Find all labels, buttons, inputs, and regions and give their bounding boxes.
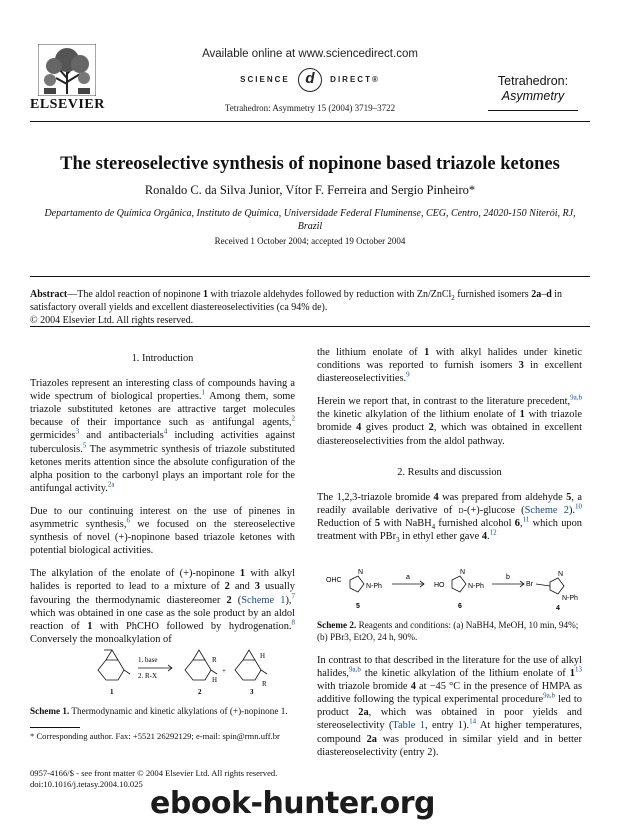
footnote-rule bbox=[30, 727, 80, 728]
article-authors: Ronaldo C. da Silva Junior, Vítor F. Ferreira and Sergio Pinheiro* bbox=[144, 183, 476, 197]
scheme2-ho: HO bbox=[434, 582, 445, 589]
scheme1-caption-text: Thermodynamic and kinetic alkylations of (+)-nopinone 1. bbox=[69, 706, 288, 716]
scheme1-plus: + bbox=[222, 667, 226, 675]
scheme-2-figure bbox=[322, 566, 587, 612]
scheme2-label-6: 6 bbox=[458, 603, 462, 610]
scheme2-label-4: 4 bbox=[556, 605, 560, 612]
paragraph: The 1,2,3-triazole bromide 4 was prepared from aldehyde 5, a readily available derivative of d-(+)-glucose (Scheme 2).$^{10}$ Reduction of 5 with NaBH$_4$ furnished alcohol 6,11 which upon treatment with PBr$_3$ in ethyl ether gave 4.12 bbox=[317, 491, 583, 545]
paragraph: Triazoles represent an interesting class of compounds having a wide spectrum of biological properties.$^1$ Among them, some triazole substituted ketones are attractive target molecules because of their importance such as antifungal agents,$^2$ germicides$^3$ and antibacterials$^4$ including activities against tuberculosis.$^5$ The asymmetric synthesis of triazole substituted ketones merits attention since the absolute configuration of the alpha position to the carbonyl plays an important role for the antifungal activity.$^{2a}$ bbox=[30, 378, 295, 494]
article-title: The stereoselective synthesis of nopinone based triazole ketones bbox=[60, 154, 560, 174]
paragraph: The alkylation of the enolate of (+)-nopinone 1 with alkyl halides is reported to lead to a mixture of 2 and 3 usually favouring the thermodynamic diastereomer 2 (Scheme 1),$^7$ which was obtained in one case as the sole product by an aldol reaction of 1 with PhCHO followed by hydrogenation.$^8$ Conversely the monoalkylation of bbox=[30, 568, 296, 645]
scheme-2-caption bbox=[317, 619, 582, 643]
right-column bbox=[317, 346, 582, 553]
scheme1-label-1: 1 bbox=[110, 688, 114, 696]
journal-citation: Tetrahedron: Asymmetry 15 (2004) 3719–3722 bbox=[224, 103, 396, 113]
sd-logo-at-icon: d bbox=[298, 68, 322, 92]
scheme2-label-5: 5 bbox=[356, 603, 360, 610]
scheme1-H-b: H bbox=[260, 652, 266, 660]
paragraph: Herein we report that, in contrast to the literature precedent,$^{9a,b}$ the kinetic alkylation of the lithium enolate of 1 with triazole bromide 4 gives product 2, which was obtained in excellent diastereoselectivities from the aldol pathway. bbox=[317, 393, 583, 447]
scheme1-label-3: 3 bbox=[250, 688, 254, 696]
scheme2-br: Br bbox=[526, 581, 533, 588]
paragraph: the lithium enolate of 1 with alkyl halides under kinetic conditions was reported to furnish isomers 3 in excellent diastereoselectivities.$^9$ bbox=[317, 347, 582, 385]
journal-rule bbox=[488, 110, 578, 111]
scheme2-nph-4: N-Ph bbox=[562, 595, 578, 602]
front-matter-line: 0957-4166/$ - see front matter © 2004 Elsevier Ltd. All rights reserved. bbox=[30, 768, 278, 778]
scheme-1-figure bbox=[90, 640, 270, 696]
scheme2-n-4: N bbox=[558, 571, 564, 578]
section-heading-results: 2. Results and discussion bbox=[397, 466, 502, 478]
left-column bbox=[30, 352, 295, 656]
scheme1-H-a: H bbox=[212, 676, 218, 684]
watermark: ebook-hunter.org bbox=[150, 786, 435, 821]
scheme2-caption-text: Reagents and conditions: (a) NaBH4, MeOH, 10 min, 94%; (b) PBr3, Et2O, 24 h, 90%. bbox=[317, 620, 579, 642]
scheme1-caption-label: Scheme 1. bbox=[30, 706, 70, 716]
abstract-top-rule bbox=[30, 276, 590, 277]
scheme2-nph-6: N-Ph bbox=[468, 583, 484, 590]
abstract-bottom-rule bbox=[30, 326, 590, 327]
paragraph: Due to our continuing interest on the use of pinenes in asymmetric synthesis,$^6$ we focused on the stereoselective synthesis of novel (+)-nopinone based triazole ketones with potential biological activities. bbox=[30, 505, 295, 557]
sd-logo-left: SCIENCE bbox=[240, 75, 290, 85]
sd-logo-right: DIRECT® bbox=[330, 75, 380, 85]
elsevier-wordmark: ELSEVIER bbox=[30, 97, 105, 112]
right-column-continued bbox=[317, 654, 582, 769]
abstract-copyright: © 2004 Elsevier Ltd. All rights reserved. bbox=[30, 315, 194, 326]
scheme2-ohc: OHC bbox=[326, 577, 342, 584]
abstract-label: Abstract bbox=[30, 289, 68, 300]
scheme2-caption-label: Scheme 2. bbox=[317, 620, 357, 630]
scheme2-step-b: b bbox=[506, 574, 510, 581]
scheme2-n-5: N bbox=[358, 569, 364, 576]
scheme2-step-a: a bbox=[406, 574, 410, 581]
available-online-link[interactable]: Available online at www.sciencedirect.com bbox=[202, 48, 418, 60]
scheme-1-caption bbox=[30, 705, 310, 717]
scheme1-R-b: R bbox=[262, 680, 267, 688]
scheme1-label-2: 2 bbox=[198, 688, 202, 696]
scheme2-n-6: N bbox=[460, 569, 466, 576]
scheme1-step1: 1. base bbox=[138, 656, 158, 664]
corresponding-author-footnote: * Corresponding author. Fax: +5521 26292129; e-mail: spin@rmn.uff.br bbox=[30, 731, 280, 741]
doi-line: doi:10.1016/j.tetasy.2004.10.025 bbox=[30, 779, 143, 789]
journal-name bbox=[488, 74, 578, 104]
abstract bbox=[30, 288, 590, 327]
section-heading-introduction: 1. Introduction bbox=[131, 353, 194, 364]
header-rule bbox=[30, 121, 590, 122]
article-affiliation: Departamento de Química Orgânica, Instituto de Química, Universidade Federal Fluminense, CEG, Centro, 24020-150 Niterói, RJ, Brazil bbox=[44, 208, 576, 232]
journal-name-line2: Asymmetry bbox=[501, 89, 565, 103]
scheme1-step2: 2. R-X bbox=[138, 672, 158, 680]
scheme1-R-a: R bbox=[212, 656, 217, 664]
journal-name-line1: Tetrahedron: bbox=[497, 74, 569, 88]
paragraph: In contrast to that described in the literature for the use of alkyl halides,$^{9a,b}$ the kinetic alkylation of the lithium enolate of 1$^{13}$ with triazole bromide 4 at −45 °C in the presence of HMPA as additive following the typical experimental procedure$^{9a,b}$ led to product 2a, which was obtained in poor yields and stereoselectivity (Table 1, entry 1).$^{14}$ At higher temperatures, compound 2a was produced in similar yield and in better diastereoselectivity (entry 2). bbox=[317, 655, 583, 758]
abstract-text: —The aldol reaction of nopinone 1 with triazole aldehydes followed by reduction with Zn/ZnCl$_2$ furnished isomers 2a–d in satisfactory overall yields and excellent diastereoselectivities (ca 94% de). bbox=[30, 289, 563, 313]
scheme2-nph-5: N-Ph bbox=[366, 583, 382, 590]
received-dates: Received 1 October 2004; accepted 19 October 2004 bbox=[214, 236, 406, 246]
